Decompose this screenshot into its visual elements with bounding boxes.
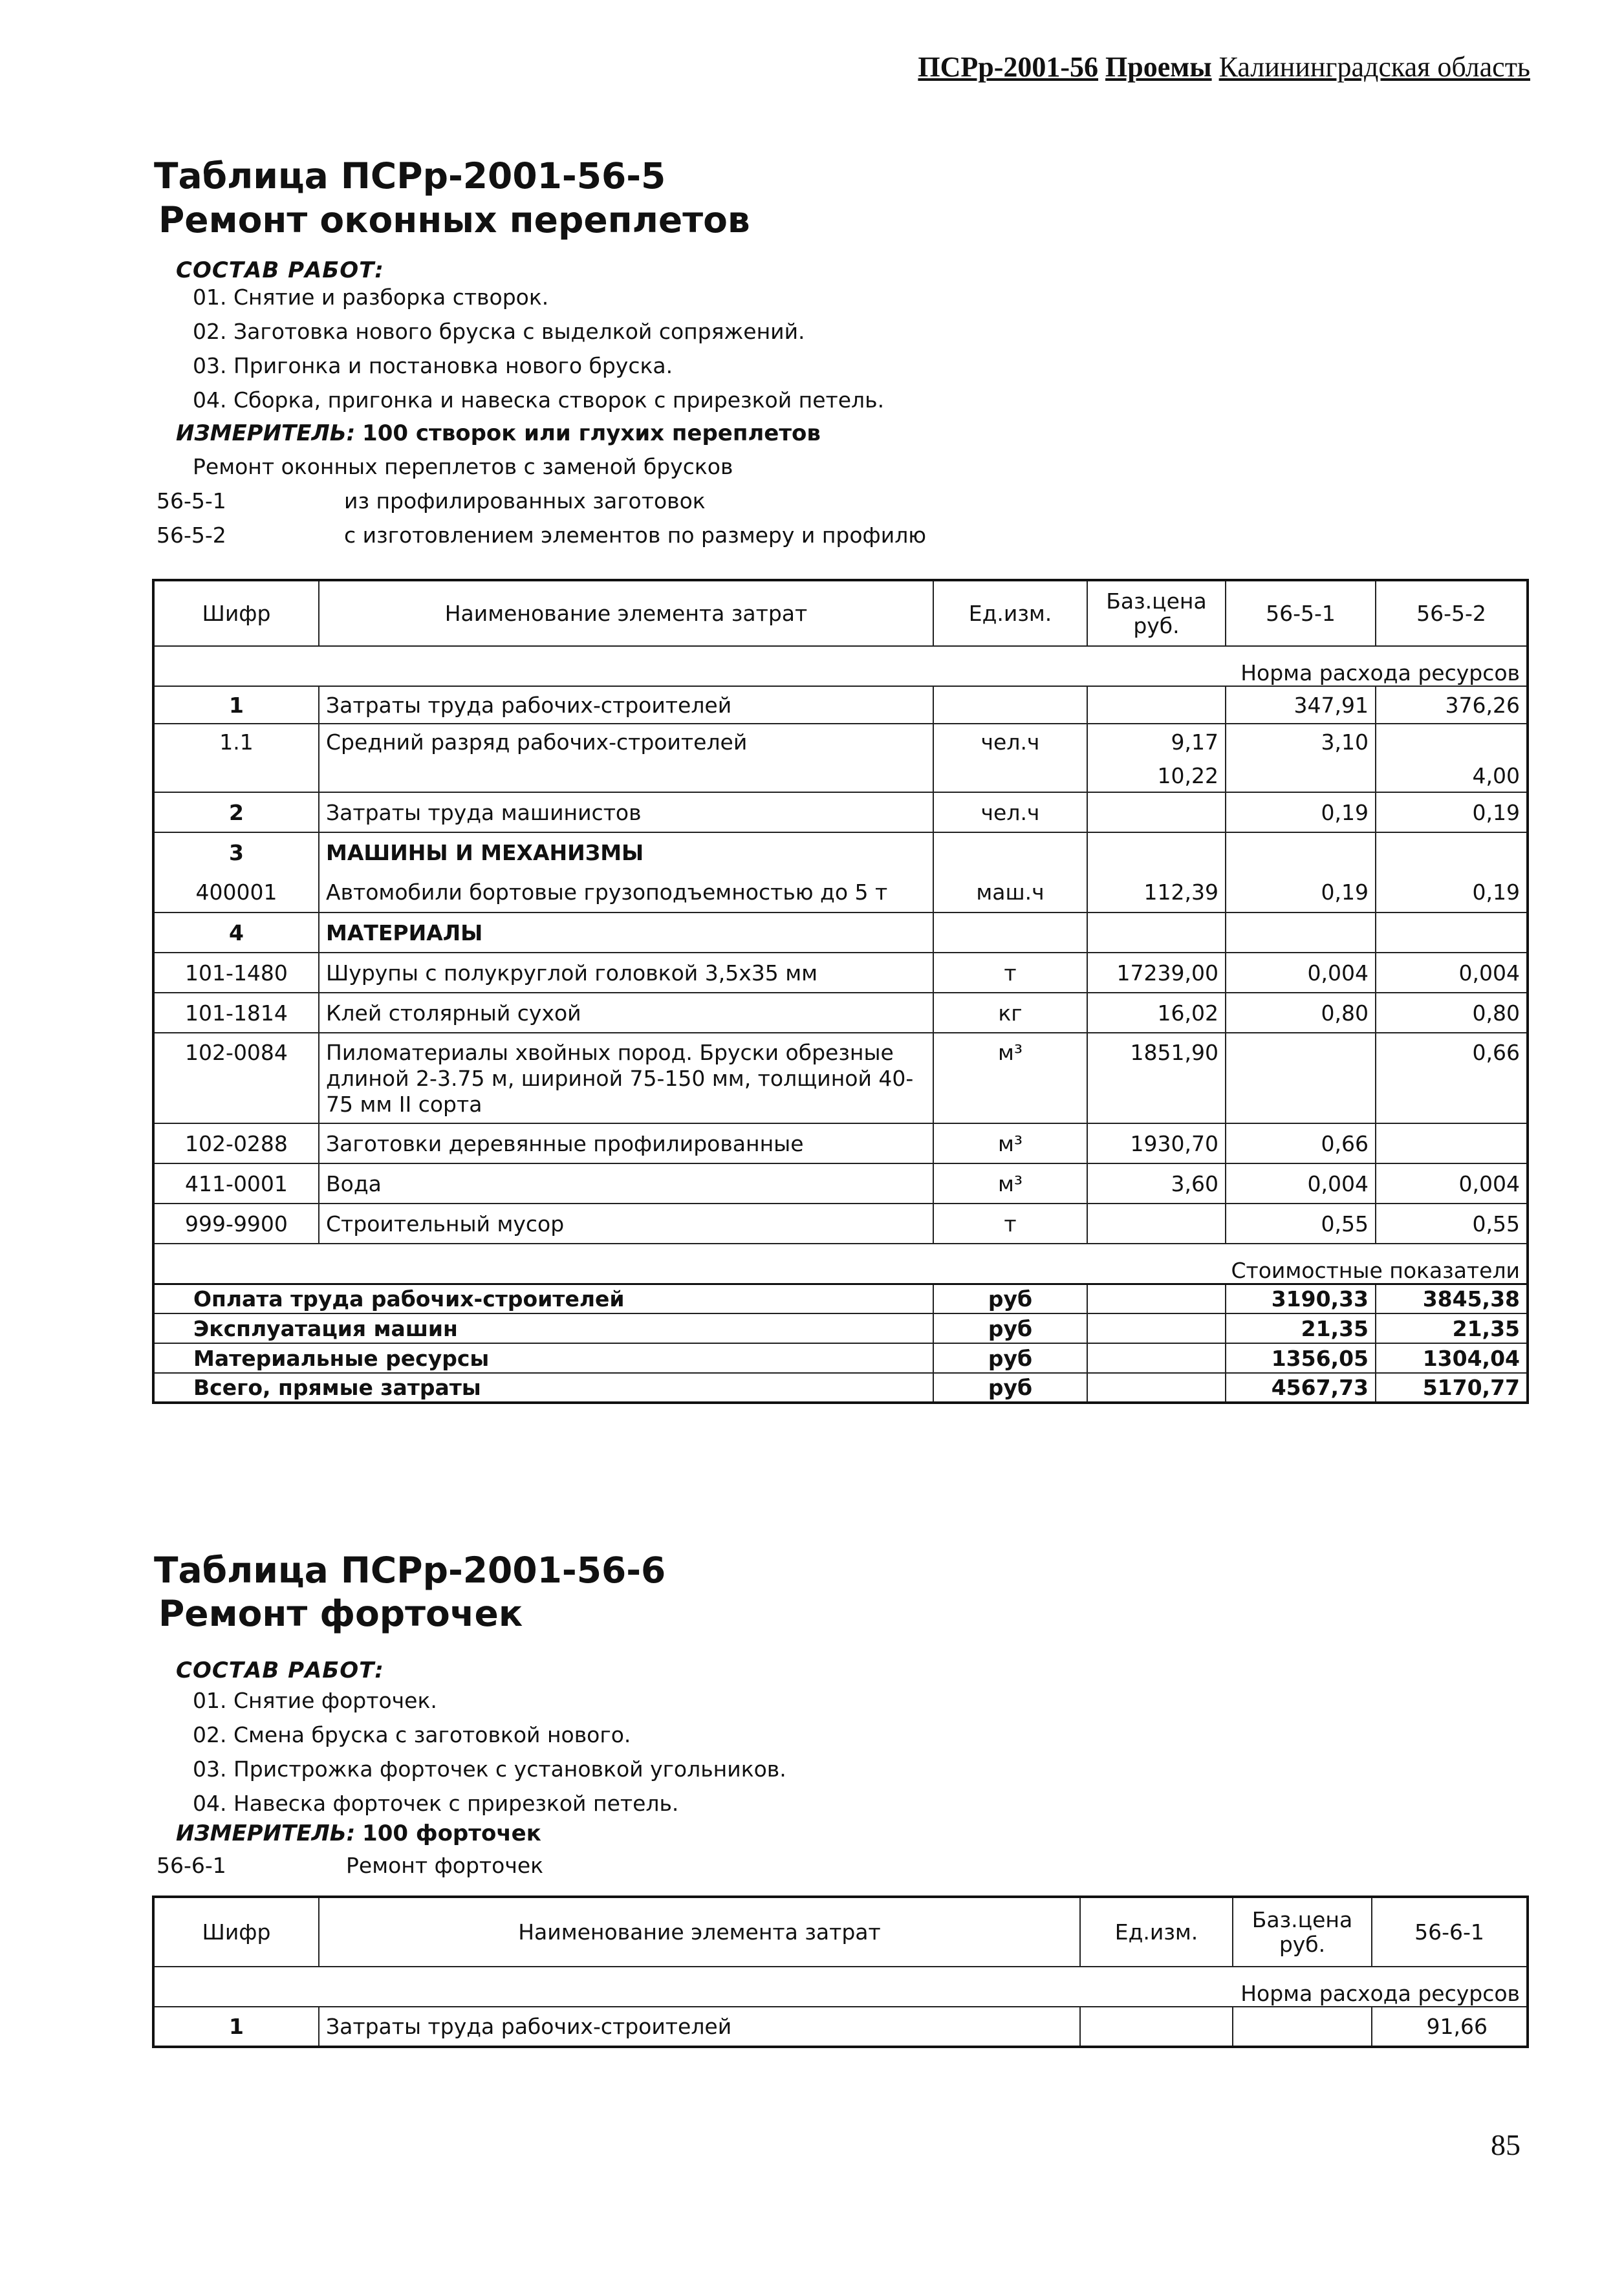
table-row: 2 Затраты труда машинистов чел.ч 0,19 0,19 — [153, 792, 1528, 832]
table5-subtitle: Ремонт оконных переплетов — [158, 199, 750, 241]
table-row: Оплата труда рабочих-строителей руб 3190,33 3845,38 — [153, 1284, 1528, 1313]
table6-work-4: 04. Навеска форточек с прирезкой петель. — [193, 1791, 679, 1816]
table-row: 101-1480 Шурупы с полукруглой головкой 3,5x35 мм т 17239,00 0,004 0,004 — [153, 953, 1528, 993]
table5-variant-2-text: с изготовлением элементов по размеру и профилю — [344, 523, 927, 548]
table6-variant-1-text: Ремонт форточек — [346, 1853, 544, 1878]
cost-caption: Стоимостные показатели — [153, 1244, 1528, 1284]
table5-cost-caption-row — [153, 1244, 1528, 1284]
table5-work-1: 01. Снятие и разборка створок. — [193, 285, 549, 310]
table-row: 102-0084 Пиломатериалы хвойных пород. Бруски обрезные длиной 2-3.75 м, шириной 75-150 мм, толщиной 40-75 мм II сорта м³ 1851,90 0,66 — [153, 1033, 1528, 1123]
table-row: Всего, прямые затраты руб 4567,73 5170,77 — [153, 1373, 1528, 1403]
table5-title: Таблица ПСРр-2001-56-5 — [154, 155, 666, 197]
table6-title: Таблица ПСРр-2001-56-6 — [154, 1550, 666, 1591]
page-number: 85 — [1491, 2128, 1521, 2161]
table6-norm-caption-row — [153, 1967, 1528, 2007]
table-row: 10,22 4,00 — [153, 760, 1528, 792]
table6-variant-1-code: 56-6-1 — [157, 1853, 226, 1878]
table5-measure-value: 100 створок или глухих переплетов — [362, 420, 821, 446]
table-row: 411-0001 Вода м³ 3,60 0,004 0,004 — [153, 1163, 1528, 1204]
col-header-price: Баз.цена руб. — [1233, 1897, 1372, 1967]
col-header-price: Баз.цена руб. — [1087, 580, 1226, 646]
norm-caption: Норма расхода ресурсов — [153, 646, 1528, 686]
table5-variant-2-code: 56-5-2 — [157, 523, 226, 548]
header-region: Калининградская область — [1218, 51, 1530, 83]
table6-work-1: 01. Снятие форточек. — [193, 1688, 437, 1713]
col-header-code: Шифр — [153, 1897, 319, 1967]
norm-caption: Норма расхода ресурсов — [153, 1967, 1528, 2007]
running-header — [918, 50, 1530, 83]
table5-work-3: 03. Пригонка и постановка нового бруска. — [193, 353, 673, 378]
col-header-v1: 56-5-1 — [1226, 580, 1376, 646]
table5-work-4: 04. Сборка, пригонка и навеска створок с прирезкой петель. — [193, 387, 885, 413]
table5-group-caption: Ремонт оконных переплетов с заменой брусков — [193, 454, 733, 479]
table5-measure-label: ИЗМЕРИТЕЛЬ: — [176, 420, 356, 446]
table5-grid — [152, 579, 1529, 1404]
col-header-v2: 56-5-2 — [1376, 580, 1528, 646]
table-row: 101-1814 Клей столярный сухой кг 16,02 0,80 0,80 — [153, 993, 1528, 1033]
table6-sostav-label: СОСТАВ РАБОТ: — [176, 1658, 384, 1683]
table5-measure — [176, 420, 821, 446]
table-row: 102-0288 Заготовки деревянные профилированные м³ 1930,70 0,66 — [153, 1123, 1528, 1163]
col-header-code: Шифр — [153, 580, 319, 646]
table6-grid — [152, 1896, 1529, 2048]
table6-work-3: 03. Пристрожка форточек с установкой угольников. — [193, 1756, 786, 1782]
header-section: Проемы — [1105, 51, 1212, 83]
table5-sostav-label: СОСТАВ РАБОТ: — [176, 257, 384, 283]
table-row: 3 МАШИНЫ И МЕХАНИЗМЫ — [153, 832, 1528, 872]
table5-header-row — [153, 580, 1528, 646]
table6-measure — [176, 1820, 541, 1846]
table-row: 4 МАТЕРИАЛЫ — [153, 913, 1528, 953]
col-header-unit: Ед.изм. — [1080, 1897, 1233, 1967]
table6-subtitle: Ремонт форточек — [158, 1593, 523, 1634]
table-row: 400001 Автомобили бортовые грузоподъемностью до 5 т маш.ч 112,39 0,19 0,19 — [153, 872, 1528, 913]
table-row: Эксплуатация машин руб 21,35 21,35 — [153, 1313, 1528, 1343]
table6-measure-value: 100 форточек — [362, 1820, 541, 1846]
table-row: 1 Затраты труда рабочих-строителей 91,66 — [153, 2007, 1528, 2047]
table5-work-2: 02. Заготовка нового бруска с выделкой сопряжений. — [193, 319, 805, 344]
col-header-name: Наименование элемента затрат — [319, 580, 933, 646]
col-header-name: Наименование элемента затрат — [319, 1897, 1080, 1967]
table-row: 1.1 Средний разряд рабочих-строителей чел.ч 9,17 3,10 — [153, 724, 1528, 760]
table6-header-row — [153, 1897, 1528, 1967]
table-row: Материальные ресурсы руб 1356,05 1304,04 — [153, 1343, 1528, 1373]
col-header-v1: 56-6-1 — [1372, 1897, 1528, 1967]
table5-norm-caption-row — [153, 646, 1528, 686]
table5-variant-1-code: 56-5-1 — [157, 488, 226, 513]
col-header-unit: Ед.изм. — [933, 580, 1087, 646]
table5-variant-1-text: из профилированных заготовок — [344, 488, 706, 513]
table-row: 999-9900 Строительный мусор т 0,55 0,55 — [153, 1204, 1528, 1244]
header-code: ПСРр-2001-56 — [918, 51, 1099, 83]
table6-measure-label: ИЗМЕРИТЕЛЬ: — [176, 1820, 356, 1846]
table6-work-2: 02. Смена бруска с заготовкой нового. — [193, 1722, 631, 1747]
table-row: 1 Затраты труда рабочих-строителей 347,91 376,26 — [153, 686, 1528, 724]
